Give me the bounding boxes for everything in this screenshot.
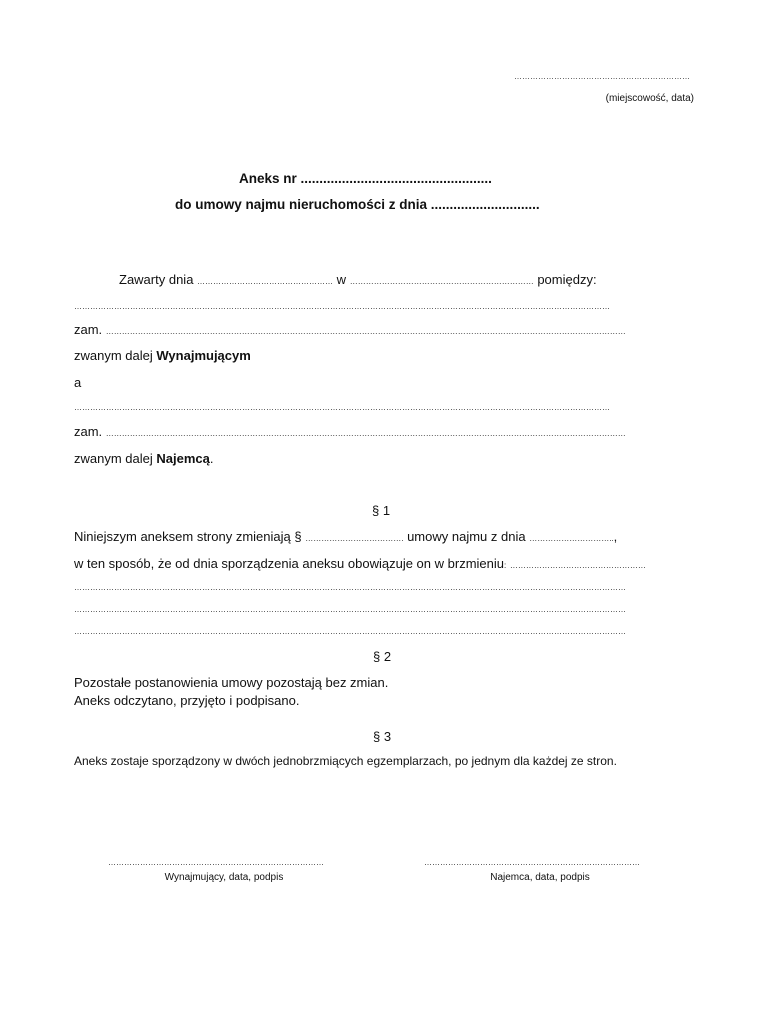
landlord-name-dots: …………………………………………………………………………………………………………………………………………………………………………………: [74, 302, 610, 311]
section-1-line-1: [74, 529, 617, 544]
landlord-address-line: [74, 322, 658, 337]
concluded-date-dots: ……………………………………………: [197, 277, 334, 286]
tenant-signature-label: Najemca, data, podpis: [490, 872, 590, 883]
section-3-heading: § 3: [373, 729, 392, 744]
concluded-label: Zawarty dnia: [119, 272, 194, 287]
landlord-called-line: [74, 348, 251, 363]
tenant-term: Najemcą: [156, 451, 210, 466]
new-wording-dots-4: ………………………………………………………………………………………………………………………………………………………………………………………: [74, 627, 626, 636]
section-1-text-b: umowy najmu z dnia: [407, 529, 526, 544]
in-label: w: [336, 272, 347, 287]
paragraph-number-dots: ……………………………….: [305, 534, 404, 543]
section-2-heading: § 2: [373, 649, 392, 664]
tenant-address-line: [74, 424, 658, 439]
section-3-line-1: Aneks zostaje sporządzony w dwóch jednobrzmiących egzemplarzach, po jednym dla każdej ze stron.: [74, 754, 617, 768]
concluded-line: [119, 272, 597, 287]
called-label: zwanym dalej: [74, 348, 153, 363]
new-wording-dots-1: ……………………………………………: [509, 561, 646, 570]
section-1-line-2: [74, 556, 692, 571]
landlord-signature-dots: ………………………………………………………………………: [108, 858, 324, 867]
annex-subtitle: [175, 197, 540, 212]
section-1-text-c: w ten sposób, że od dnia sporządzenia aneksu obowiązuje on w brzmieniu: [74, 556, 504, 571]
annex-title-prefix: Aneks nr: [239, 171, 297, 186]
landlord-address-dots: ……………………………………………………………………………………………………………………………………………………………………………: [105, 327, 626, 336]
new-wording-dots-2: ………………………………………………………………………………………………………………………………………………………………………………………: [74, 583, 626, 592]
section-2-line-1: Pozostałe postanowienia umowy pozostają bez zmian.: [74, 675, 389, 690]
concluded-place-dots: ……………………………………………………………: [349, 277, 534, 286]
new-wording-dots-3: ………………………………………………………………………………………………………………………………………………………………………………………: [74, 605, 626, 614]
tenant-called-line: [74, 451, 214, 466]
place-date-label: (miejscowość, data): [605, 93, 694, 104]
tenant-name-dots: …………………………………………………………………………………………………………………………………………………………………………………: [74, 403, 610, 412]
section-1-comma: ,: [613, 529, 618, 544]
called-label: zwanym dalej: [74, 451, 153, 466]
tenant-signature-dots: ………………………………………………………………………: [424, 858, 640, 867]
section-1-heading: § 1: [372, 503, 391, 518]
place-date-dots: …………………………………………………………: [514, 72, 690, 81]
section-1-text-a: Niniejszym aneksem strony zmieniają §: [74, 529, 302, 544]
landlord-term: Wynajmującym: [156, 348, 251, 363]
section-1-colon: :: [503, 561, 507, 570]
and-label: a: [74, 375, 82, 390]
tenant-address-dots: ……………………………………………………………………………………………………………………………………………………………………………: [105, 429, 626, 438]
between-label: pomiędzy:: [537, 272, 597, 287]
agreement-date-dots-2: …………………………..: [529, 534, 614, 543]
agreement-date-dots: .............................: [430, 197, 540, 212]
annex-title: [239, 171, 492, 186]
landlord-signature-label: Wynajmujący, data, podpis: [164, 872, 284, 883]
annex-number-dots: ...................................................: [300, 171, 492, 186]
section-2-line-2: Aneks odczytano, przyjęto i podpisano.: [74, 693, 300, 708]
tenant-period: .: [209, 451, 214, 466]
address-label: zam.: [74, 424, 103, 439]
annex-subtitle-prefix: do umowy najmu nieruchomości z dnia: [175, 197, 428, 212]
address-label: zam.: [74, 322, 103, 337]
